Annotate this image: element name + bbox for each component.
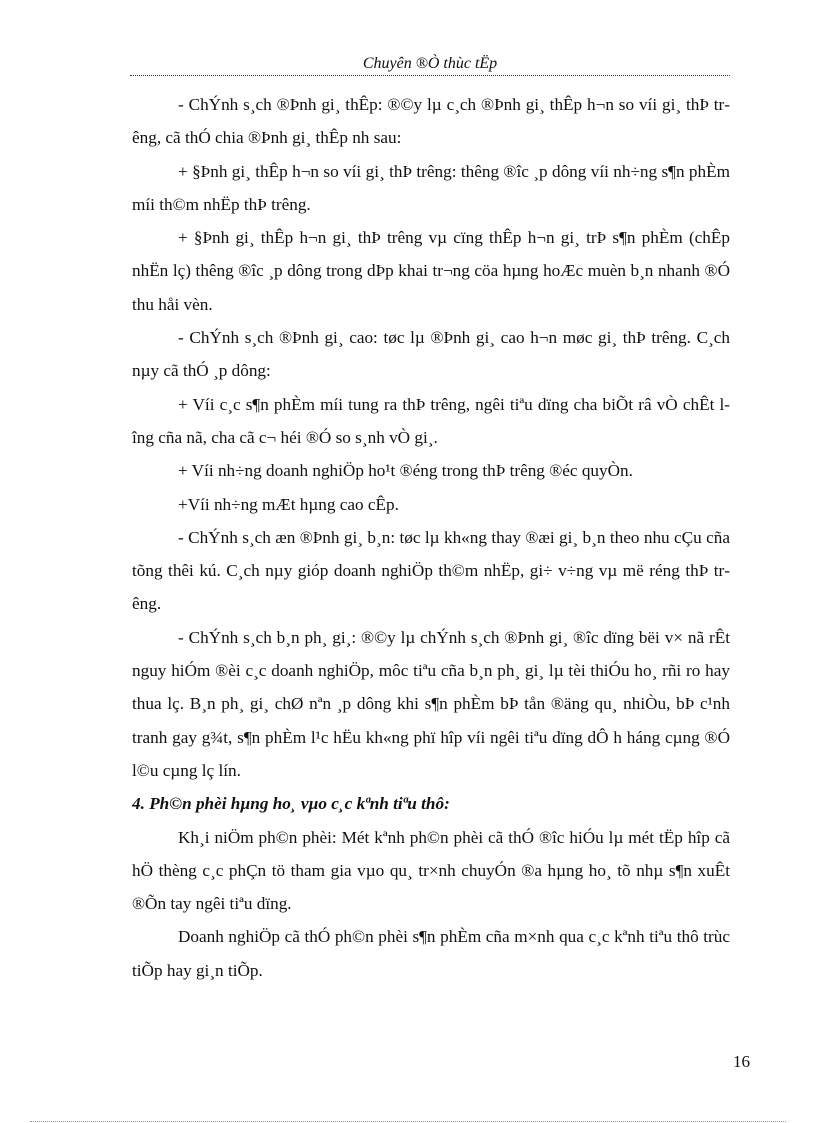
paragraph-below-cost-price: + §Þnh gi¸ thÊp h¬n gi¸ thÞ trêng vµ cïng thÊp h¬n gi¸ trÞ s¶n phÈm (chÊp nhËn lç) thêng ®îc ¸p dông trong dÞp khai tr¬ng cöa hµng hoÆc muèn b¸n nhanh ®Ó thu håi vèn. [132,228,730,314]
header-divider [130,75,730,76]
paragraph-stable-price-policy: - ChÝnh s¸ch æn ®Þnh gi¸ b¸n: tøc lµ kh«ng thay ®æi gi¸ b¸n theo nhu cÇu cña tõng thêi kú. C¸ch nµy gióp doanh nghiÖp th©m nhËp, gi÷ v÷ng vµ më réng thÞ trêng. [132,527,730,614]
paragraph-monopoly: + Víi nh÷ng doanh nghiÖp ho¹t ®éng trong thÞ trêng ®éc quyÒn. [178,461,633,481]
paragraph-distribution-concept: Kh¸i niÖm ph©n phèi: Mét kªnh ph©n phèi cã thÓ ®îc hiÓu lµ mét tËp hîp cã hÖ thèng c¸c phÇn tö tham gia vµo qu¸ tr×nh chuyÓn ®a hµng ho¸ tõ nhµ s¶n xuÊt ®Õn tay ngêi tiªu dïng. [132,827,730,914]
paragraph-high-price-policy: - ChÝnh s¸ch ®Þnh gi¸ cao: tøc lµ ®Þnh gi¸ cao h¬n møc gi¸ thÞ trêng. C¸ch nµy cã thÓ ¸p dông: [132,328,730,381]
paragraph-direct-indirect-channels: Doanh nghiÖp cã thÓ ph©n phèi s¶n phÈm cña m×nh qua c¸c kªnh tiªu thô trùc tiÕp hay gi¸n tiÕp. [132,927,730,980]
paragraph-below-market-price: + §Þnh gi¸ thÊp h¬n so víi gi¸ thÞ trêng: thêng ®îc ¸p dông víi nh÷ng s¶n phÈm míi th©m nhËp thÞ trêng. [132,161,730,214]
paragraph-new-products: + Víi c¸c s¶n phÈm míi tung ra thÞ trêng, ngêi tiªu dïng cha biÕt râ vÒ chÊt lîng cña nã, cha cã c¬ héi ®Ó so s¸nh vÒ gi¸. [132,394,730,447]
document-body [132,88,730,987]
paragraph-luxury-goods: +Víi nh÷ng mÆt hµng cao cÊp. [178,494,399,514]
paragraph-dumping-policy: - ChÝnh s¸ch b¸n ph¸ gi¸: ®©y lµ chÝnh s¸ch ®Þnh gi¸ ®îc dïng bëi v× nã rÊt nguy hiÓm ®èi c¸c doanh nghiÖp, môc tiªu cña b¸n ph¸ gi¸ lµ tèi thiÓu ho¸ rñi ro hay thua lç. B¸n ph¸ gi¸ chØ nªn ¸p dông khi s¶n phÈm bÞ tån ®äng qu¸ nhiÒu, bÞ c¹nh tranh gay g¾t, s¶n phÈm l¹c hËu kh«ng phï hîp víi ngêi tiªu dïng dÔ h háng cµng ®Ó l©u cµng lç lín. [132,627,730,780]
section-heading-distribution: 4. Ph©n phèi hµng ho¸ vµo c¸c kªnh tiªu thô: [132,794,450,814]
footer-divider [30,1121,786,1122]
running-header: Chuyên ®Ò thùc tËp [362,55,498,72]
paragraph-low-price-policy: - ChÝnh s¸ch ®Þnh gi¸ thÊp: ®©y lµ c¸ch ®Þnh gi¸ thÊp h¬n so víi gi¸ thÞ trêng, cã thÓ chia ®Þnh gi¸ thÊp nh sau: [132,95,730,148]
page-number: 16 [733,1052,750,1071]
